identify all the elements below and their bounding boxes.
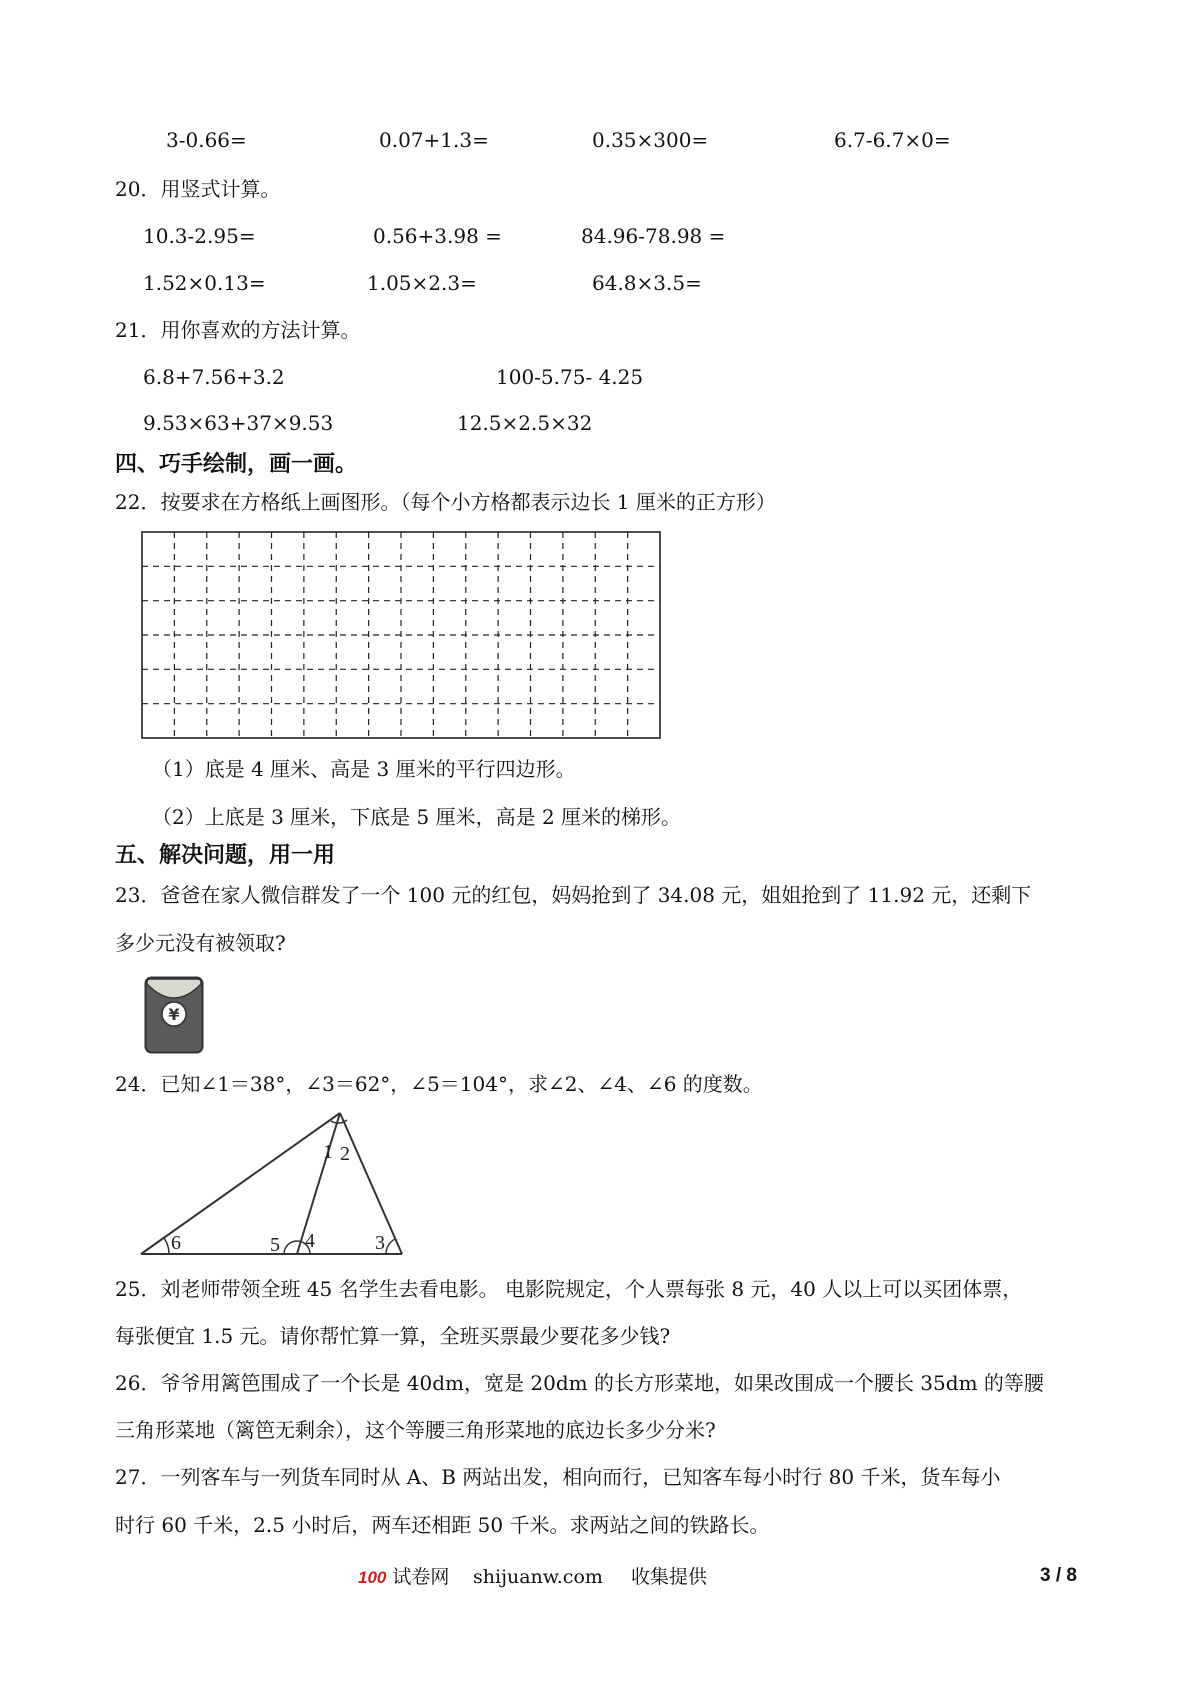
q26-line-2: 三角形菜地（篱笆无剩余），这个等腰三角形菜地的底边长多少分米?: [115, 1418, 716, 1442]
red-envelope-icon: [144, 976, 204, 1054]
footer-note: 收集提供: [631, 1566, 708, 1588]
q25-line-1: 25．刘老师带领全班 45 名学生去看电影。 电影院规定，个人票每张 8 元，40 人以上可以买团体票，: [115, 1277, 1023, 1301]
q21-calc-1: 6.8+7.56+3.2: [143, 365, 285, 389]
calc-top-1: 3-0.66=: [166, 128, 247, 152]
page-number: 3 / 8: [1040, 1565, 1077, 1586]
q22-item-1: （1）底是 4 厘米、高是 3 厘米的平行四边形。: [152, 757, 576, 781]
section-4-heading: 四、巧手绘制，画一画。: [115, 452, 358, 477]
q21-calc-2: 100-5.75- 4.25: [496, 365, 644, 389]
calc-top-2: 0.07+1.3=: [379, 128, 489, 152]
section-5-heading: 五、解决问题，用一用: [115, 843, 336, 868]
q20-calc-3: 84.96-78.98 =: [581, 224, 726, 248]
q20-calc-4: 1.52×0.13=: [143, 271, 266, 295]
angle-label-3: 3: [375, 1232, 385, 1254]
q20-calc-1: 10.3-2.95=: [143, 224, 256, 248]
q20-title: 20．用竖式计算。: [115, 177, 281, 201]
q20-calc-5: 1.05×2.3=: [367, 271, 477, 295]
angle-label-4: 4: [305, 1230, 315, 1252]
angle-label-5: 5: [270, 1234, 280, 1256]
q21-calc-4: 12.5×2.5×32: [457, 411, 593, 435]
q21-calc-3: 9.53×63+37×9.53: [143, 411, 334, 435]
q25-line-2: 每张便宜 1.5 元。请你帮忙算一算，全班买票最少要花多少钱?: [115, 1324, 671, 1348]
footer-site-name: 试卷网: [392, 1566, 450, 1588]
q23-line-2: 多少元没有被领取?: [115, 931, 286, 955]
grid-paper: [141, 531, 662, 741]
angle-label-6: 6: [171, 1232, 181, 1254]
q26-line-1: 26．爷爷用篱笆围成了一个长是 40dm，宽是 20dm 的长方形菜地，如果改围成一个腰长 35dm 的等腰: [115, 1371, 1044, 1395]
q21-title: 21．用你喜欢的方法计算。: [115, 318, 361, 342]
q22-item-2: （2）上底是 3 厘米，下底是 5 厘米，高是 2 厘米的梯形。: [152, 805, 682, 829]
svg-text:¥: ¥: [168, 1005, 180, 1024]
q27-line-2: 时行 60 千米，2.5 小时后，两车还相距 50 千米。求两站之间的铁路长。: [115, 1513, 770, 1537]
q23-line-1: 23．爸爸在家人微信群发了一个 100 元的红包，妈妈抢到了 34.08 元，姐姐抢到了 11.92 元，还剩下: [115, 883, 1032, 907]
triangle-diagram: [135, 1108, 410, 1263]
footer-url[interactable]: shijuanw.com: [473, 1566, 603, 1588]
q20-calc-2: 0.56+3.98 =: [373, 224, 502, 248]
angle-label-2: 2: [340, 1143, 350, 1165]
calc-top-3: 0.35×300=: [592, 128, 709, 152]
angle-label-1: 1: [323, 1141, 333, 1163]
calc-top-4: 6.7-6.7×0=: [834, 128, 951, 152]
q22-title: 22．按要求在方格纸上画图形。（每个小方格都表示边长 1 厘米的正方形）: [115, 490, 776, 514]
footer-logo-mark: 100: [358, 1568, 387, 1587]
q20-calc-6: 64.8×3.5=: [592, 271, 702, 295]
q27-line-1: 27．一列客车与一列货车同时从 A、B 两站出发，相向而行，已知客车每小时行 80 千米，货车每小: [115, 1465, 1001, 1489]
footer-logo: [358, 1565, 449, 1590]
q24-title: 24．已知∠1＝38°，∠3＝62°，∠5＝104°，求∠2、∠4、∠6 的度数。: [115, 1072, 763, 1096]
